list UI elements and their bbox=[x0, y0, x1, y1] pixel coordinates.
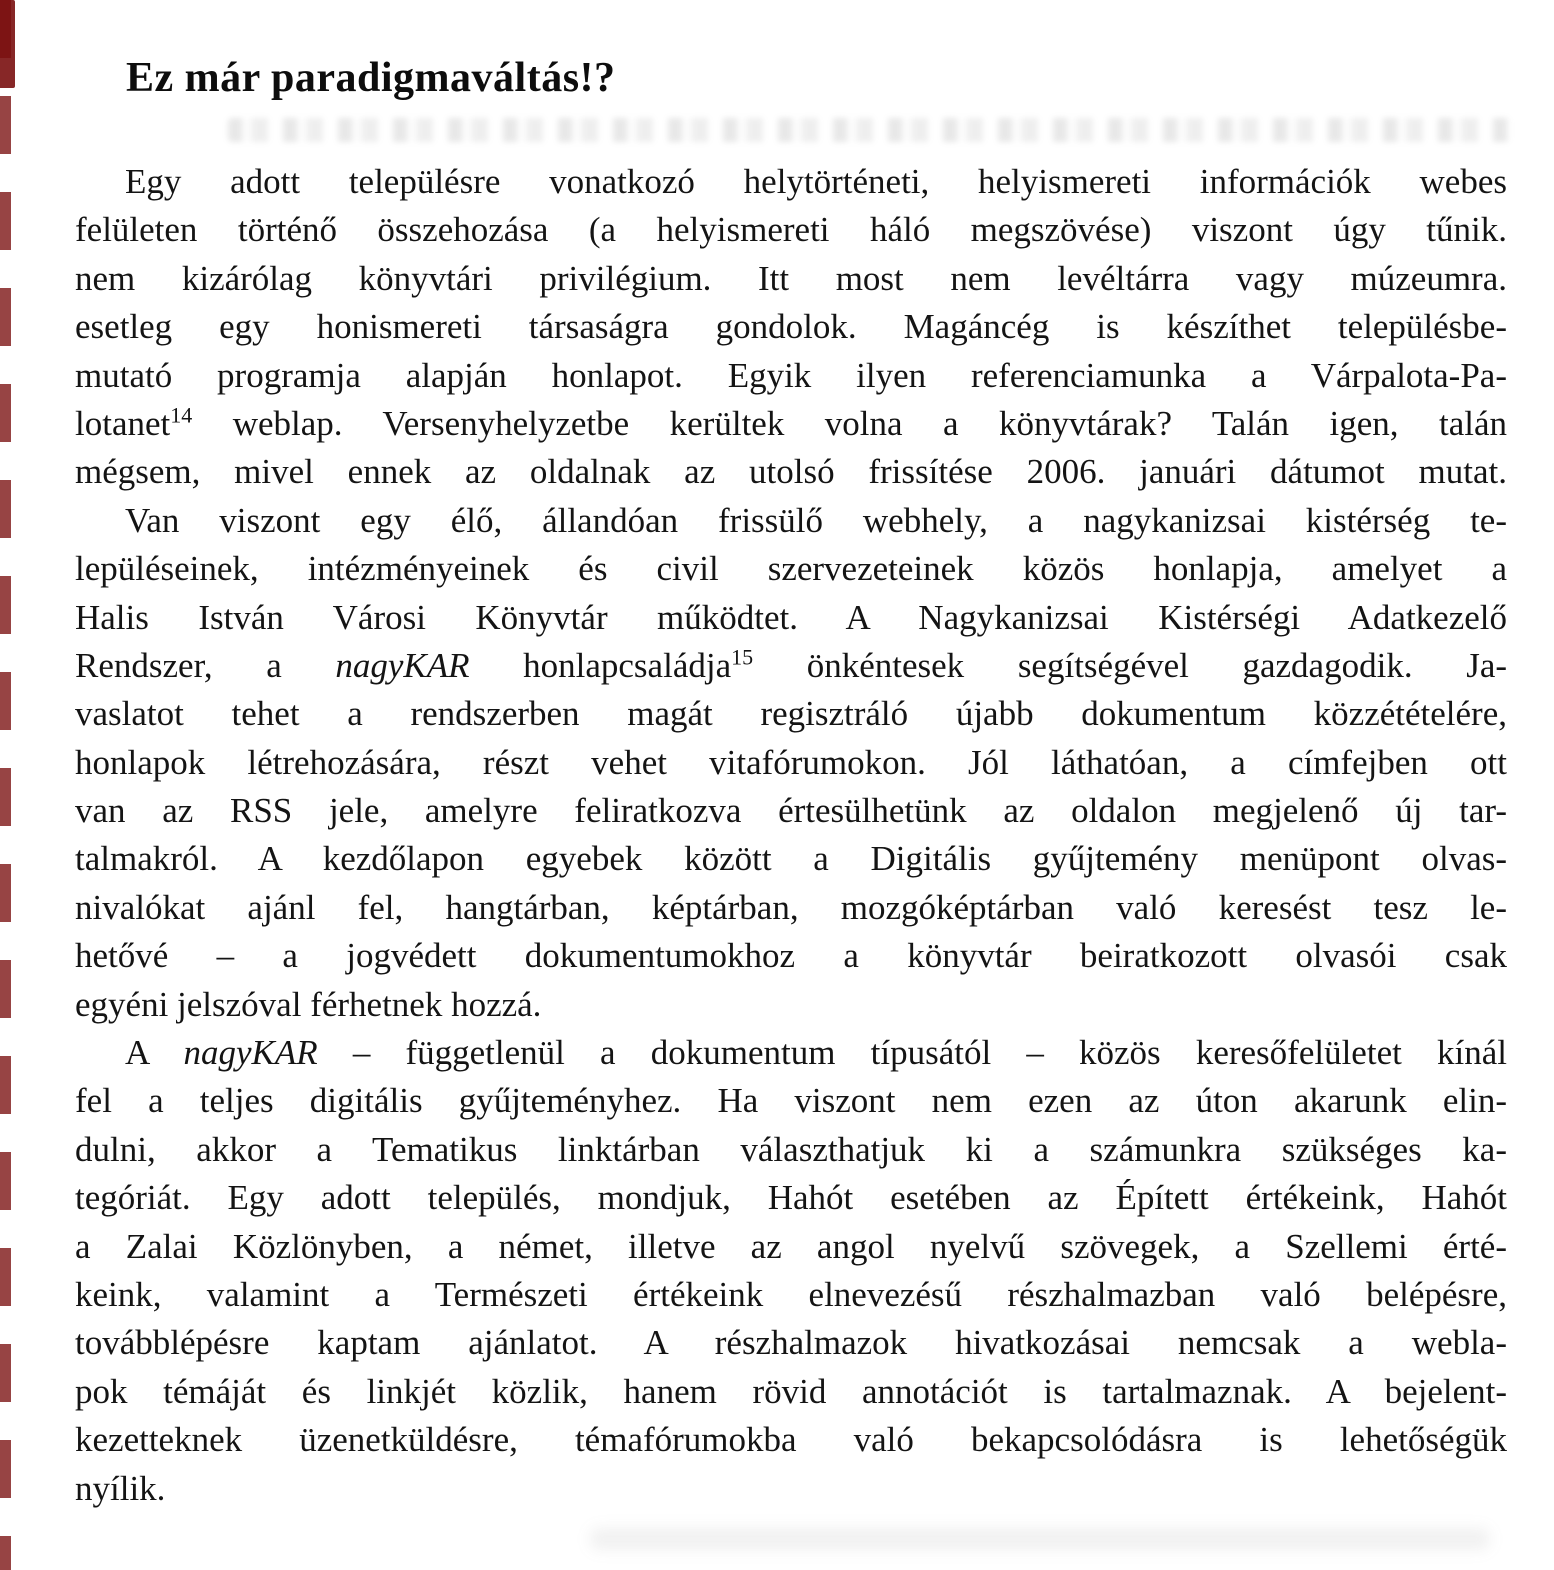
text-line bbox=[75, 1465, 1507, 1513]
text-line bbox=[75, 1368, 1507, 1416]
text-run: A bbox=[125, 1033, 184, 1073]
text-run: Egy adott településre vonatkozó helytörténeti, helyismereti információk webes bbox=[125, 162, 1507, 201]
text-line bbox=[75, 981, 1507, 1029]
italic-text-run: nagyKAR bbox=[183, 1033, 318, 1073]
text-run: vaslatot tehet a rendszerben magát regisztráló újabb dokumentum közzétételére, bbox=[75, 694, 1507, 734]
text-run: Van viszont egy élő, állandóan frissülő webhely, a nagykanizsai kistérség te- bbox=[125, 500, 1507, 540]
text-run: van az RSS jele, amelyre feliratkozva értesülhetünk az oldalon megjelenő új tar- bbox=[75, 791, 1507, 831]
text-line bbox=[75, 690, 1507, 738]
text-line bbox=[75, 835, 1507, 883]
text-run: nyílik. bbox=[75, 1468, 166, 1508]
article-text bbox=[75, 158, 1507, 1513]
text-run: esetleg egy honismereti társaságra gondolok. Magáncég is készíthet településbe- bbox=[75, 307, 1507, 347]
bleed-through-ghost-text bbox=[228, 118, 1510, 142]
text-run: felületen történő összehozása (a helyismereti háló megszövése) viszont úgy tűnik. bbox=[75, 210, 1507, 250]
text-line bbox=[75, 594, 1507, 642]
text-line bbox=[75, 1126, 1507, 1174]
text-run: tegóriát. Egy adott település, mondjuk, Hahót esetében az Épített értékeink, Hahót bbox=[75, 1178, 1507, 1218]
text-line bbox=[75, 352, 1507, 400]
text-line bbox=[75, 1029, 1507, 1077]
footnote-superscript: 14 bbox=[170, 402, 193, 428]
text-run: nivalókat ajánl fel, hangtárban, képtárban, mozgóképtárban való keresést tesz le- bbox=[75, 887, 1507, 927]
text-run: egyéni jelszóval férhetnek hozzá. bbox=[75, 984, 542, 1024]
scan-smudge bbox=[590, 1528, 1490, 1550]
text-run: talmakról. A kezdőlapon egyebek között a Digitális gyűjtemény menüpont olvas- bbox=[75, 839, 1507, 879]
footnote-superscript: 15 bbox=[731, 644, 754, 670]
text-run: mégsem, mivel ennek az oldalnak az utolsó frissítése 2006. januári dátumot mutat. bbox=[75, 452, 1507, 492]
text-line bbox=[75, 739, 1507, 787]
text-line bbox=[75, 1223, 1507, 1271]
text-run: Halis István Városi Könyvtár működtet. A Nagykanizsai Kistérségi Adatkezelő bbox=[75, 597, 1507, 637]
text-line bbox=[75, 1319, 1507, 1367]
text-line bbox=[75, 1271, 1507, 1319]
text-run: keink, valamint a Természeti értékeink elnevezésű részhalmazban való belépésre, bbox=[75, 1274, 1507, 1314]
text-run: kezetteknek üzenetküldésre, témafórumokba való bekapcsolódásra is lehetőségük bbox=[75, 1420, 1507, 1460]
text-line bbox=[75, 448, 1507, 496]
text-line bbox=[75, 545, 1507, 593]
text-run: honlapok létrehozására, részt vehet vitafórumokon. Jól láthatóan, a címfejben ott bbox=[75, 742, 1507, 782]
text-run: lotanet bbox=[75, 403, 171, 443]
text-run: dulni, akkor a Tematikus linktárban választhatjuk ki a számunkra szükséges ka- bbox=[75, 1129, 1507, 1169]
text-line bbox=[75, 400, 1507, 448]
text-line bbox=[75, 303, 1507, 351]
text-run: mutató programja alapján honlapot. Egyik ilyen referenciamunka a Várpalota-Pa- bbox=[75, 355, 1507, 395]
left-edge-scan-artifact bbox=[0, 0, 11, 1570]
text-line bbox=[75, 1077, 1507, 1125]
text-line bbox=[75, 158, 1507, 206]
text-line bbox=[75, 206, 1507, 254]
text-line bbox=[75, 1174, 1507, 1222]
text-run: továbblépésre kaptam ajánlatot. A részhalmazok hivatkozásai nemcsak a webla- bbox=[75, 1323, 1507, 1363]
italic-text-run: nagyKAR bbox=[335, 645, 470, 685]
text-line bbox=[75, 1416, 1507, 1464]
text-run: weblap. Versenyhelyzetbe kerültek volna a könyvtárak? Talán igen, talán bbox=[192, 403, 1507, 443]
text-line bbox=[75, 255, 1507, 303]
text-line bbox=[75, 497, 1507, 545]
text-run: fel a teljes digitális gyűjteményhez. Ha viszont nem ezen az úton akarunk elin- bbox=[75, 1081, 1507, 1121]
text-run: nem kizárólag könyvtári privilégium. Itt most nem levéltárra vagy múzeumra. bbox=[75, 258, 1507, 298]
left-edge-scan-artifact-top bbox=[0, 0, 15, 88]
text-line bbox=[75, 787, 1507, 835]
text-run: hetővé – a jogvédett dokumentumokhoz a könyvtár beiratkozott olvasói csak bbox=[75, 936, 1507, 976]
text-run: lepüléseinek, intézményeinek és civil szervezeteinek közös honlapja, amelyet a bbox=[75, 549, 1507, 589]
page-title: Ez már paradigmaváltás!? bbox=[126, 55, 616, 101]
text-run: a Zalai Közlönyben, a német, illetve az angol nyelvű szövegek, a Szellemi érté- bbox=[75, 1226, 1507, 1266]
text-run: Rendszer, a bbox=[75, 645, 336, 685]
text-run: – függetlenül a dokumentum típusától – közös keresőfelületet kínál bbox=[317, 1033, 1507, 1073]
text-line bbox=[75, 932, 1507, 980]
text-line bbox=[75, 642, 1507, 690]
text-run: pok témáját és linkjét közlik, hanem rövid annotációt is tartalmaznak. A bejelent- bbox=[75, 1371, 1507, 1411]
text-run: honlapcsaládja bbox=[469, 645, 732, 685]
text-line bbox=[75, 884, 1507, 932]
text-run: önkéntesek segítségével gazdagodik. Ja- bbox=[753, 645, 1507, 685]
